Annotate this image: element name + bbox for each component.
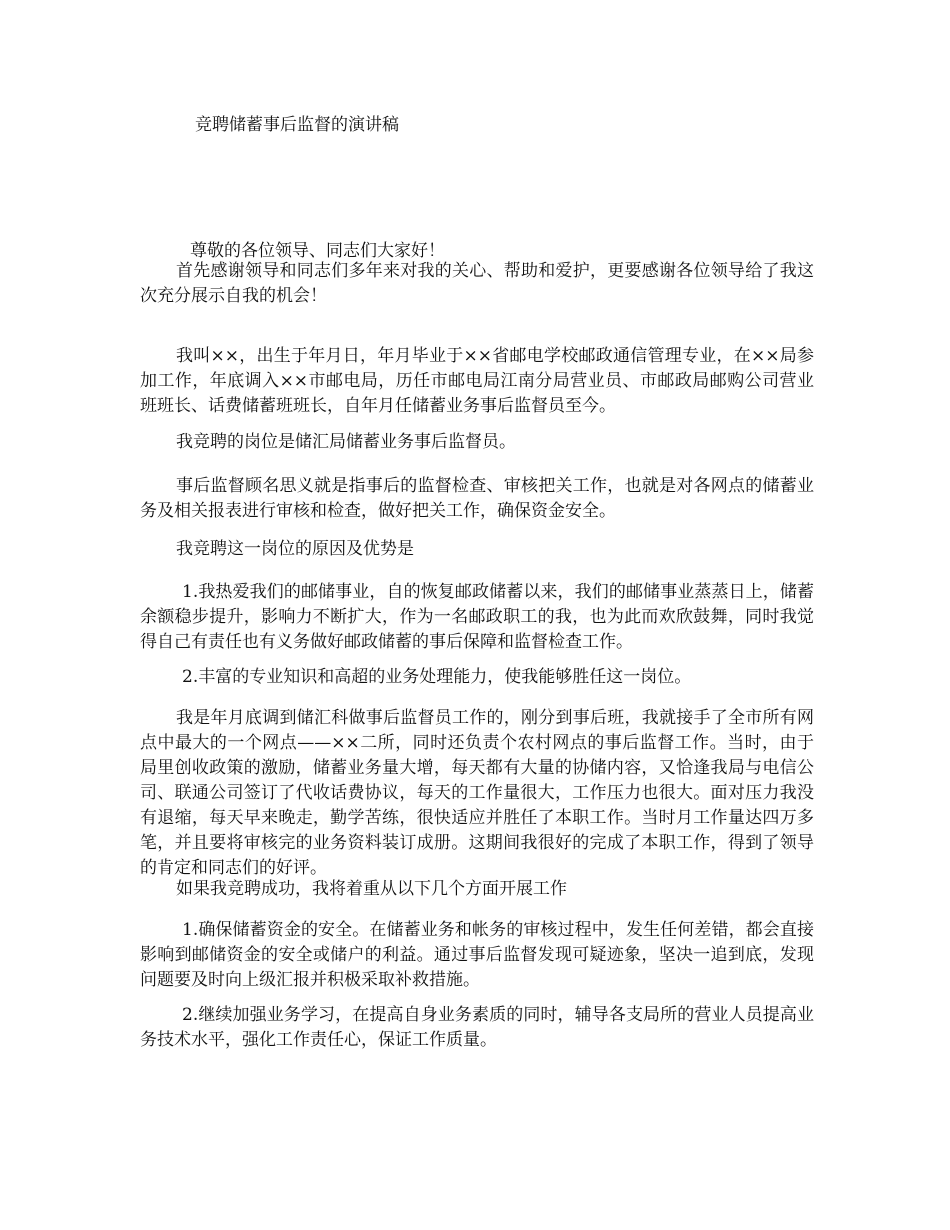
paragraph-plan-heading: 如果我竞聘成功，我将着重从以下几个方面开展工作 — [176, 879, 567, 899]
paragraph-position: 我竞聘的岗位是储汇局储蓄业务事后监督员。 — [176, 432, 516, 452]
paragraph-thanks: 首先感谢领导和同志们多年来对我的关心、帮助和爱护，更要感谢各位领导给了我这次充分展示自我的机会！ — [140, 261, 814, 306]
document-title: 竞聘储蓄事后监督的演讲稿 — [195, 115, 399, 135]
paragraph-definition: 事后监督顾名思义就是指事后的监督检查、审核把关工作，也就是对各网点的储蓄业务及相关报表进行审核和检查，做好把关工作，确保资金安全。 — [140, 476, 814, 521]
paragraph-plan-2: 2.继续加强业务学习，在提高自身业务素质的同时，辅导各支局所的营业人员提高业务技术水平，强化工作责任心，保证工作质量。 — [140, 1005, 814, 1050]
paragraph-experience: 我是年月底调到储汇科做事后监督员工作的，刚分到事后班，我就接手了全市所有网点中最大的一个网点——××二所，同时还负责个农村网点的事后监督工作。当时，由于局里创收政策的激励，储蓄业务量大增，每天都有大量的协储内容，又恰逢我局与电信公司、联通公司签订了代收话费协议，每天的工作量很大，工作压力也很大。面对压力我没有退缩，每天早来晚走，勤学苦练，很快适应并胜任了本职工作。当时月工作量达四万多笔，并且要将审核完的业务资料装订成册。这期间我很好的完成了本职工作，得到了领导的肯定和同志们的好评。 — [140, 708, 814, 878]
paragraph-reason-2: 2.丰富的专业知识和高超的业务处理能力，使我能够胜任这一岗位。 — [182, 667, 692, 687]
paragraph-reason-1: 1.我热爱我们的邮储事业，自的恢复邮政储蓄以来，我们的邮储事业蒸蒸日上，储蓄余额稳步提升，影响力不断扩大，作为一名邮政职工的我，也为此而欢欣鼓舞，同时我觉得自己有责任也有义务做好邮政储蓄的事后保障和监督检查工作。 — [140, 582, 814, 652]
greeting: 尊敬的各位领导、同志们大家好！ — [190, 241, 445, 261]
paragraph-plan-1: 1.确保储蓄资金的安全。在储蓄业务和帐务的审核过程中，发生任何差错，都会直接影响到邮储资金的安全或储户的利益。通过事后监督发现可疑迹象，坚决一追到底，发现问题要及时向上级汇报并积极采取补救措施。 — [140, 920, 814, 990]
paragraph-reasons-heading: 我竞聘这一岗位的原因及优势是 — [176, 539, 414, 559]
paragraph-bio: 我叫××，出生于年月日，年月毕业于××省邮电学校邮政通信管理专业，在××局参加工作，年底调入××市邮电局，历任市邮电局江南分局营业员、市邮政局邮购公司营业班班长、话费储蓄班班长，自年月任储蓄业务事后监督员至今。 — [140, 346, 814, 416]
